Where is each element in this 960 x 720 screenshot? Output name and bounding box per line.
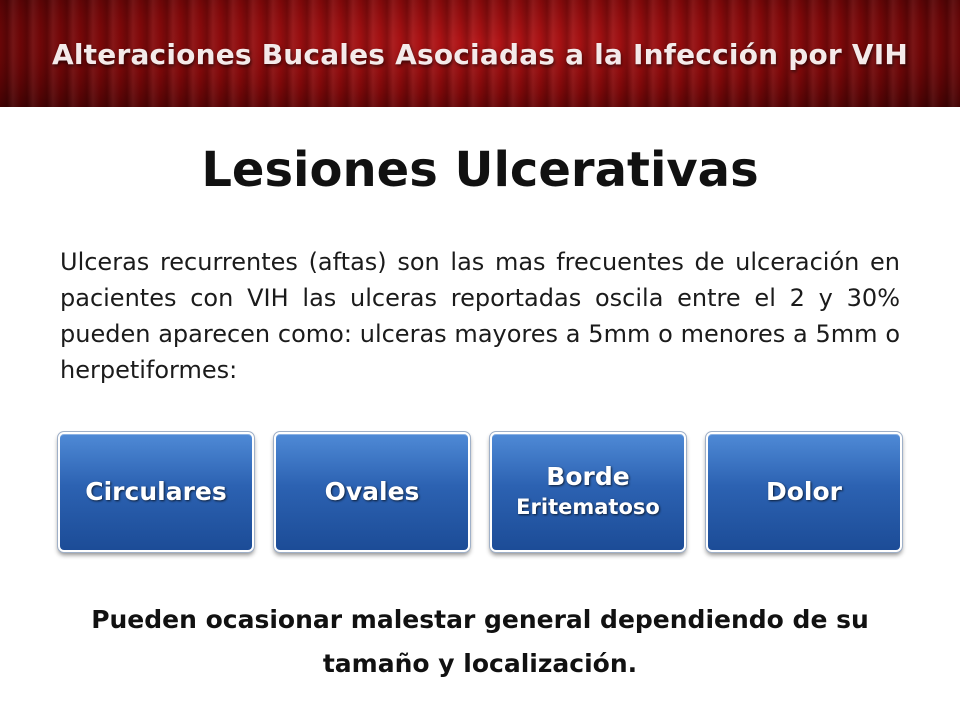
feature-label: Ovales bbox=[324, 477, 420, 506]
feature-box-dolor bbox=[706, 432, 902, 552]
feature-label: Circulares bbox=[85, 477, 227, 506]
feature-label-group bbox=[516, 462, 660, 522]
feature-box-circulares bbox=[58, 432, 254, 552]
feature-sublabel: Eritematoso bbox=[516, 495, 660, 519]
feature-box-borde-eritematoso bbox=[490, 432, 686, 552]
footer-note: Pueden ocasionar malestar general dependiendo de su tamaño y localización. bbox=[91, 605, 869, 678]
feature-label: Dolor bbox=[765, 477, 842, 506]
feature-label: Borde bbox=[546, 462, 630, 491]
slide-heading: Lesiones Ulcerativas bbox=[201, 142, 759, 198]
header-banner bbox=[0, 0, 960, 107]
feature-box-ovales bbox=[274, 432, 470, 552]
header-title: Alteraciones Bucales Asociadas a la Infección por VIH bbox=[52, 38, 908, 71]
body-paragraph: Ulceras recurrentes (aftas) son las mas frecuentes de ulceración en pacientes con VIH las ulceras reportadas oscila entre el 2 y 30% pueden aparecen como: ulceras mayores a 5mm o menores a 5mm o herpetiformes: bbox=[60, 248, 900, 384]
